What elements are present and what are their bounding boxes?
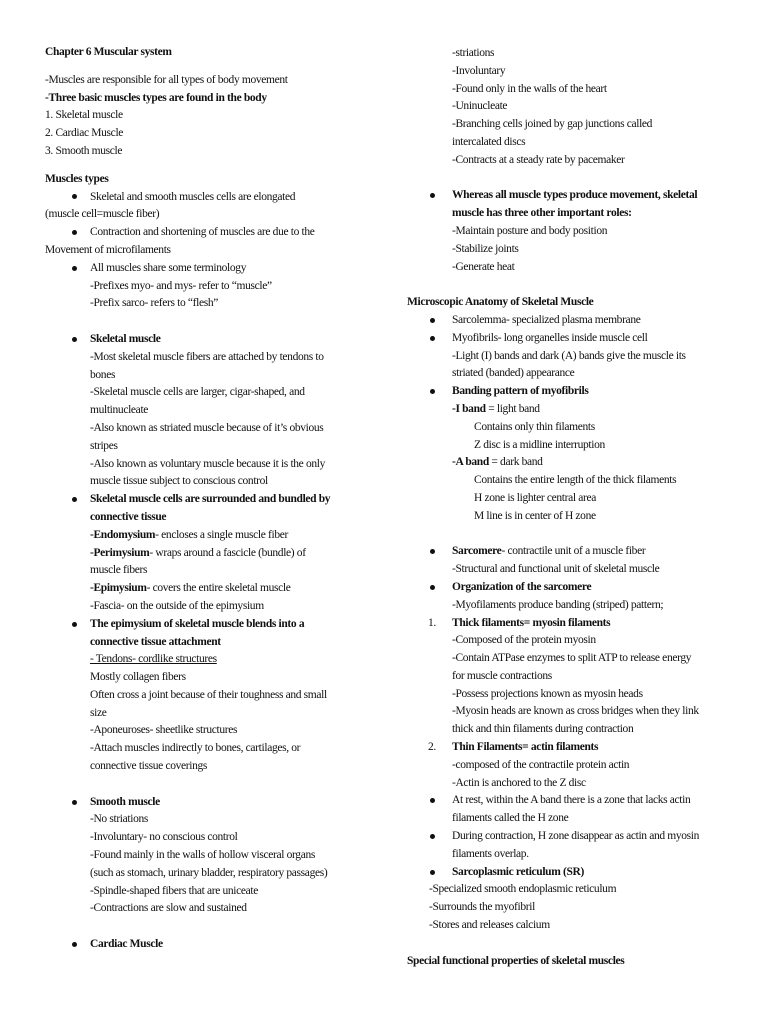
list-item: Sarcoplasmic reticulum (SR) [407,864,727,882]
list-item: Whereas all muscle types produce movement, skeletal muscle has three other important roles: -Maintain posture and body position -Stabilize joints -Generate heat [407,187,727,276]
chapter-title: Chapter 6 Muscular system [45,46,172,58]
numbered-item: 2. Thin Filaments= actin filaments -composed of the contractile protein actin -Actin is anchored to the Z disc [407,739,727,792]
intro-line: 1. Skeletal muscle [45,109,123,122]
bullet-icon [426,330,438,348]
list-item: Myofibrils- long organelles inside muscle cell -Light (I) bands and dark (A) bands give the muscle its striated (banded) appearance [407,330,727,383]
right-column: -striations -Involuntary -Found only in the walls of the heart -Uninucleate -Branching cells joined by gap junctions called intercalated discs -Contracts at a steady rate by pacemaker Whereas all muscle types produce movement, skeletal muscle has three other important roles: -Maintain posture and body position -Stabilize joints -Generate heat Microscopic Anatomy of Skeletal Muscle Sarcolemma- specialized plasma membrane Myofibrils- long organelles inside muscle cell -Light (I) bands and dark (A) bands give the muscle its striated (banded) appearance Banding pattern of myofibrils -I band = light band Contains only thin filaments Z disc is a midline interruption -A band = dark band Contains the entire length of the thick filaments H zone is lighter central area M line is in center of H zone Sarcomere- contractile unit of a muscle fiber -Structural and functional unit of skeletal muscle Organization of the sarcomere -Myofilaments produce banding (striped) pattern; 1. Thick filaments= myosin filaments -Composed of the protein myosin -Contain ATPase enzymes to split ATP to release energy for muscle contractions -Possess projections known as myosin heads -Myosin heads are known as cross bridges when they link thick and thin filaments during contraction 2. Thin Filaments= actin filaments -composed of the contractile protein actin -Actin is anchored to the Z disc At rest, within the A band there is a zone that lacks actin filaments called the H zone During contraction, H zone disappear as actin and myosin filaments overlap. Sarcoplasmic reticulum (SR) -Specialized smooth endoplasmic reticulum -Surrounds the myofibril -Stores and releases calcium Special functional properties of skeletal muscles [407,45,727,970]
list-item: Sarcomere- contractile unit of a muscle fiber -Structural and functional unit of skeletal muscle [407,543,727,579]
list-item [45,936,370,954]
bullet-icon [68,794,80,812]
bullet-icon [426,792,438,810]
bullet-icon [426,864,438,882]
list-item: Sarcolemma- specialized plasma membrane [407,312,727,330]
list-item: At rest, within the A band there is a zone that lacks actin filaments called the H zone [407,792,727,828]
bullet-icon [68,491,80,509]
left-column [45,44,370,954]
bullet-icon [68,224,80,242]
list-item: Skeletal and smooth muscles cells are elongated (muscle cell=muscle fiber) [45,190,296,221]
bullet-icon [426,828,438,846]
list-item: Skeletal muscle -Most skeletal muscle fibers are attached by tendons to bones -Skeletal muscle cells are larger, cigar-shaped, and multinucleate -Also known as striated muscle because of it’s obvious stripes -Also known as voluntary muscle because it is the only muscle tissue subject to conscious control [45,331,370,491]
bullet-icon [426,579,438,597]
bullet-icon [426,383,438,401]
section-heading: Microscopic Anatomy of Skeletal Muscle [407,296,594,309]
section-heading: Muscles types [45,172,109,185]
bullet-icon [426,543,438,561]
list-item: Contraction and shortening of muscles are due to the Movement of microfilaments [45,226,315,256]
term: -Endomysium [90,528,156,541]
list-item: During contraction, H zone disappear as actin and myosin filaments overlap. [407,828,727,864]
section-heading: Special functional properties of skeletal muscles [407,954,625,967]
list-item: Organization of the sarcomere -Myofilaments produce banding (striped) pattern; [407,579,727,615]
intro-line: -Muscles are responsible for all types of body movement [45,73,288,86]
underlined-text: - Tendons- cordlike structures [90,653,217,666]
list-item: Smooth muscle -No striations -Involuntary- no conscious control -Found mainly in the walls of hollow visceral organs (such as stomach, urinary bladder, respiratory passages) -Spindle-shaped fibers that are uniceate -Contractions are slow and sustained [45,794,370,919]
list-number: 2. [428,741,436,754]
list-number: 1. [428,616,436,629]
term: -Perimysium [90,546,150,559]
section-heading: Cardiac Muscle [90,938,163,951]
bullet-icon [68,189,80,207]
bullet-icon [426,312,438,330]
list-item: All muscles share some terminology -Prefixes myo- and mys- refer to “muscle” -Prefix sarco- refers to “flesh” [45,260,370,313]
bullet-icon [426,187,438,205]
section-heading: Skeletal muscle [90,332,161,345]
numbered-item: 1. Thick filaments= myosin filaments -Composed of the protein myosin -Contain ATPase enzymes to split ATP to release energy for muscle contractions -Possess projections known as myosin heads -Myosin heads are known as cross bridges when they link thick and thin filaments during contraction [407,615,727,740]
list-item: Skeletal muscle cells are surrounded and bundled by connective tissue -Endomysium- encloses a single muscle fiber -Perimysium- wraps around a fascicle (bundle) of muscle fibers -Epimysium- covers the entire skeletal muscle -Fascia- on the outside of the epimysium [45,491,370,616]
intro-line: 3. Smooth muscle [45,144,123,157]
list-item: The epimysium of skeletal muscle blends into a connective tissue attachment - Tendons- cordlike structures Mostly collagen fibers Often cross a joint because of their toughness and small size -Aponeuroses- sheetlike structures -Attach muscles indirectly to bones, cartilages, or connective tissue coverings [45,616,370,776]
term: -Epimysium [90,582,147,595]
bullet-icon [68,936,80,954]
section-heading: Smooth muscle [90,795,160,808]
list-item: Banding pattern of myofibrils -I band = light band Contains only thin filaments Z disc is a midline interruption -A band = dark band Contains the entire length of the thick filaments H zone is lighter central area M line is in center of H zone [407,383,727,525]
bullet-icon [68,331,80,349]
bullet-icon [68,260,80,278]
intro-line: -Three basic muscles types are found in the body [45,91,267,104]
intro-line: 2. Cardiac Muscle [45,127,124,140]
bullet-icon [68,616,80,634]
